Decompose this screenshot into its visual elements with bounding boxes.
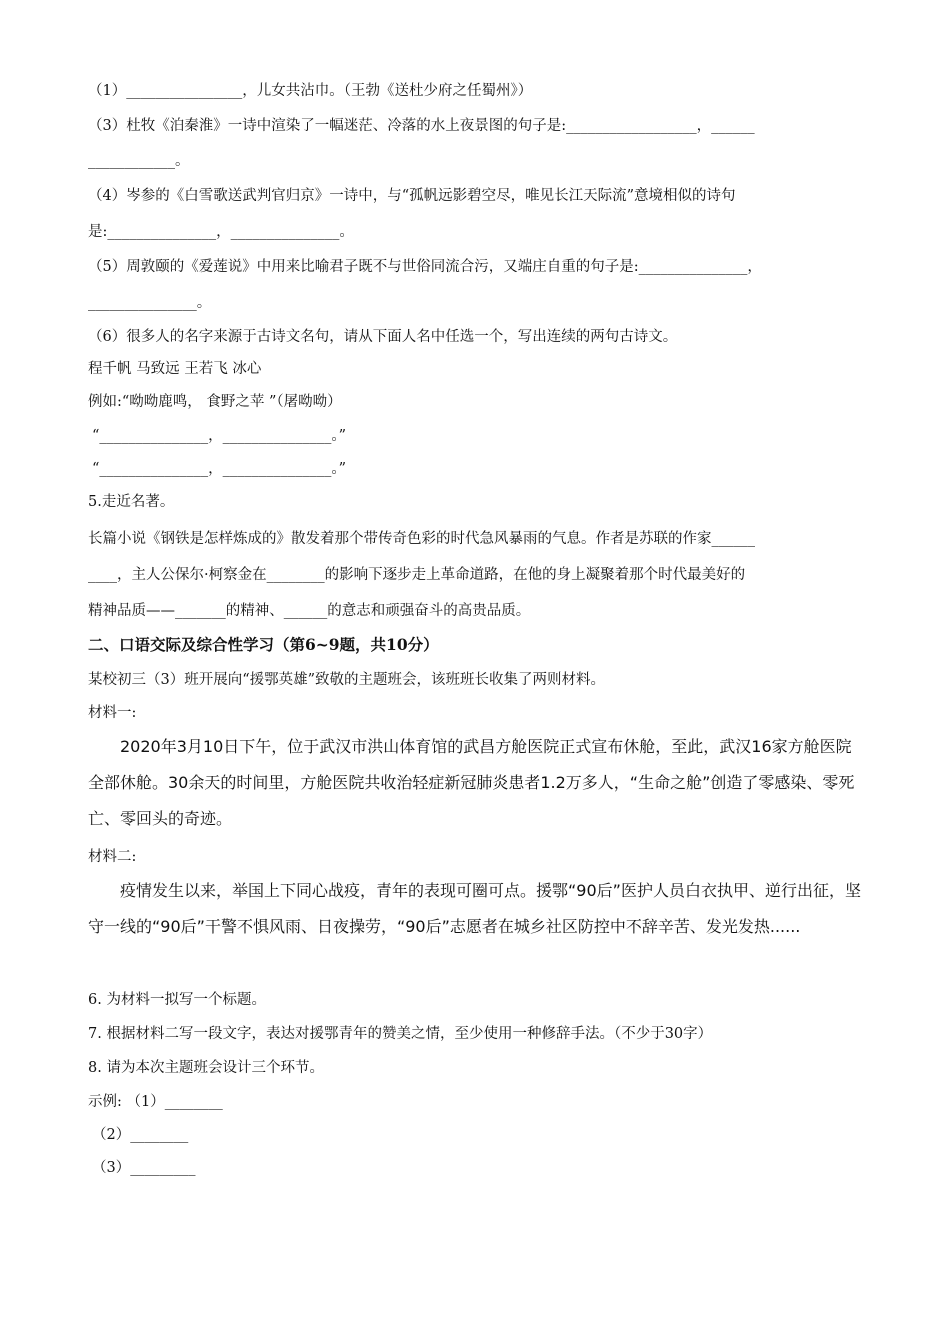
answer-blank-2: “_______________，_______________。” [92, 461, 347, 477]
q4-line-3b: ____________。 [88, 153, 190, 169]
question-7: 7. 根据材料二写一段文字，表达对援鄂青年的赞美之情，至少使用一种修辞手法。（不少于30字） [88, 1026, 713, 1042]
material-1-text: 2020年3月10日下午，位于武汉市洪山体育馆的武昌方舱医院正式宣布休舱，至此，武汉16家方舱医院全部休舱。30余天的时间里，方舱医院共收治轻症新冠肺炎患者1.2万多人，“生命之舱”创造了零感染、零死亡、零回头的奇迹。 [88, 737, 855, 828]
material-1-label: 材料一: [88, 705, 137, 721]
section-2-heading: 二、口语交际及综合性学习（第6~9题，共10分） [88, 635, 439, 654]
q4-line-3a: （3）杜牧《泊秦淮》一诗中渲染了一幅迷茫、冷落的水上夜景图的句子是:__________________，______ [88, 118, 755, 134]
name-list: 程千帆 马致远 王若飞 冰心 [88, 361, 262, 377]
q4-line-4b: 是:_______________，_______________。 [88, 224, 354, 240]
q4-line-1: （1）________________，儿女共沾巾。（王勃《送杜少府之任蜀州》） [88, 83, 533, 99]
q5-paragraph-line-3: 精神品质——_______的精神、______的意志和顽强奋斗的高贵品质。 [88, 603, 531, 619]
section-2-intro: 某校初三（3）班开展向“援鄂英雄”致敬的主题班会，该班班长收集了两则材料。 [88, 672, 606, 688]
example-line: 例如:“呦呦鹿鸣， 食野之苹 ”（屠呦呦） [88, 394, 342, 410]
example-blank-2: （2）________ [92, 1127, 189, 1143]
q4-line-5b: _______________。 [88, 295, 212, 311]
material-2-text: 疫情发生以来，举国上下同心战疫，青年的表现可圈可点。援鄂“90后”医护人员白衣执甲、逆行出征，坚守一线的“90后”干警不惧风雨、日夜操劳，“90后”志愿者在城乡社区防控中不辞辛苦、发光发热...... [88, 881, 861, 936]
q4-line-5a: （5）周敦颐的《爱莲说》中用来比喻君子既不与世俗同流合污，又端庄自重的句子是:_______________， [88, 259, 762, 275]
answer-blank-1: “_______________，_______________。” [92, 428, 347, 444]
material-2-label: 材料二: [88, 849, 137, 865]
example-blank-1: 示例: （1）________ [88, 1094, 223, 1110]
q5-paragraph-line-1: 长篇小说《钢铁是怎样炼成的》散发着那个带传奇色彩的时代急风暴雨的气息。作者是苏联的作家______ [88, 531, 755, 547]
q4-line-6a: （6）很多人的名字来源于古诗文名句，请从下面人名中任选一个，写出连续的两句古诗文。 [88, 329, 678, 345]
question-6: 6. 为材料一拟写一个标题。 [88, 992, 266, 1008]
q5-paragraph-line-2: ____，主人公保尔·柯察金在________的影响下逐步走上革命道路，在他的身上凝聚着那个时代最美好的 [88, 567, 746, 583]
example-blank-3: （3）_________ [92, 1160, 196, 1176]
q5-title: 5.走近名著。 [88, 494, 175, 510]
q4-line-4a: （4）岑参的《白雪歌送武判官归京》一诗中，与“孤帆远影碧空尽，唯见长江天际流”意境相似的诗句 [88, 188, 736, 204]
question-8: 8. 请为本次主题班会设计三个环节。 [88, 1060, 324, 1076]
